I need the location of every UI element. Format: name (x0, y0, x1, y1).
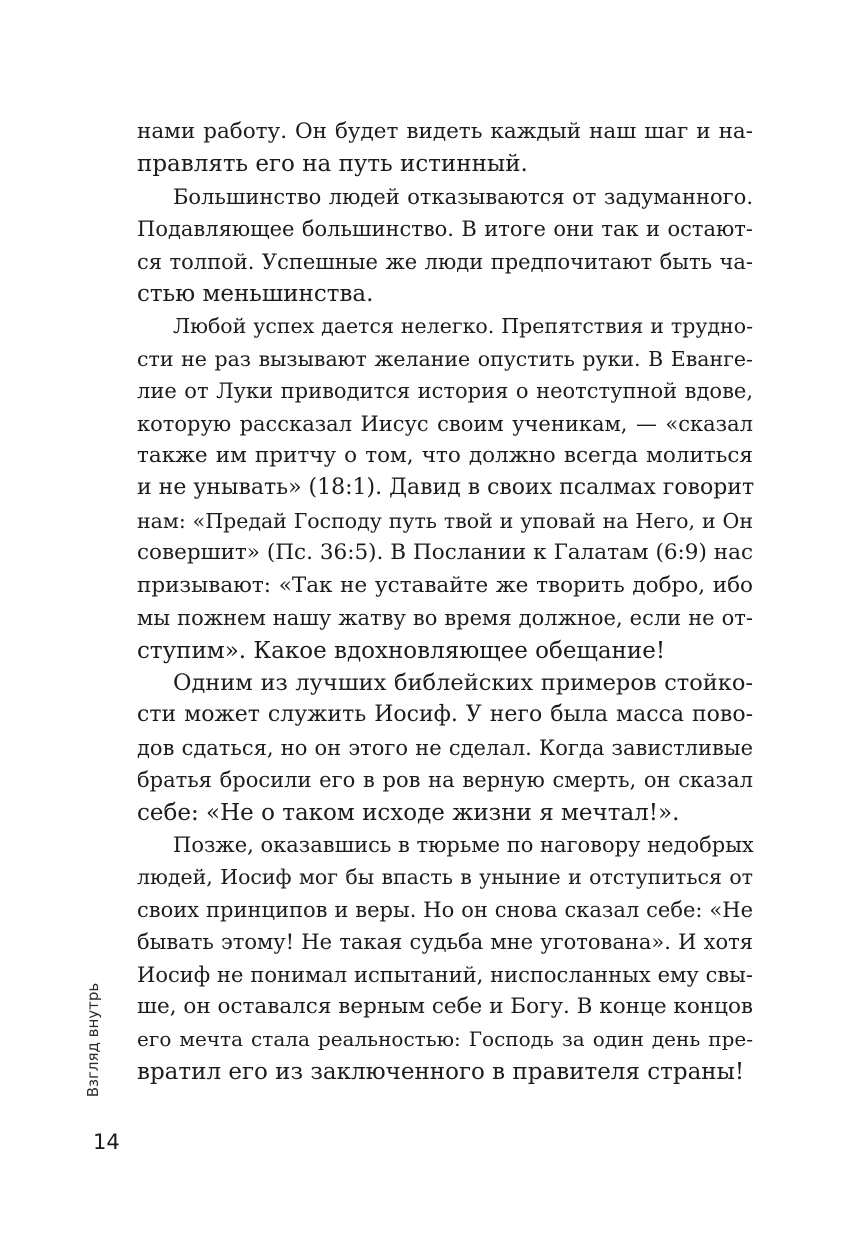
text-line: лие от Луки приводится история о неотступной вдове, (137, 379, 753, 404)
text-line: ступим». Какое вдохновляющее обещание! (137, 637, 666, 664)
text-line: правлять его на путь истинный. (137, 151, 528, 178)
text-line: людей, Иосиф мог бы впасть в уныние и отступиться от (137, 865, 753, 890)
paragraph-1 (137, 116, 753, 181)
text-line: бывать этому! Не такая судьба мне уготована». И хотя (137, 930, 753, 955)
paragraph-4 (137, 667, 753, 829)
text-line: Позже, оказавшись в тюрьме по наговору недобрых (173, 832, 754, 857)
text-line: братья бросили его в ров на верную смерть, он сказал (137, 768, 753, 793)
text-line: Иосиф не понимал испытаний, ниспосланных ему свы- (137, 962, 753, 987)
text-line: призывают: «Так не уставайте же творить добро, ибо (137, 572, 753, 598)
text-line: Любой успех дается нелегко. Препятствия и трудно- (173, 314, 753, 339)
paragraph-5 (137, 829, 753, 1088)
text-line: которую рассказал Иисус своим ученикам, — «сказал (137, 411, 753, 436)
text-line: его мечта стала реальностью: Господь за один день пре- (137, 1027, 753, 1052)
text-line: стью меньшинства. (137, 281, 374, 308)
text-line: нами работу. Он будет видеть каждый наш шаг и на- (137, 119, 753, 144)
text-line: своих принципов и веры. Но он снова сказал себе: «Не (137, 897, 753, 922)
text-line: сти не раз вызывают желание опустить руки. В Еванге- (137, 346, 753, 371)
text-line: Одним из лучших библейских примеров стойко- (173, 669, 753, 696)
text-line: и не унывать» (18:1). Давид в своих псалмах говорит (137, 475, 755, 501)
text-line: себе: «Не о таком исходе жизни я мечтал!». (137, 799, 680, 826)
text-line: нам: «Предай Господу путь твой и уповай на Него, и Он (137, 508, 753, 533)
text-line: вратил его из заключенного в правителя страны! (137, 1058, 745, 1085)
body-text (137, 116, 753, 1088)
text-line: дов сдаться, но он этого не сделал. Когда завистливые (137, 735, 753, 760)
text-line: сти может служить Иосиф. У него была масса пово- (137, 702, 753, 728)
text-line: Подавляющее большинство. В итоге они так и остают- (137, 217, 753, 242)
running-head: Взгляд внутрь (84, 982, 102, 1098)
text-line: ше, он оставался верным себе и Богу. В конце концов (137, 993, 753, 1019)
paragraph-2 (137, 181, 753, 311)
text-line: мы пожнем нашу жатву во время должное, если не от- (137, 606, 753, 631)
text-line: Большинство людей отказываются от задуманного. (173, 184, 753, 209)
paragraph-3 (137, 310, 753, 666)
page-number: 14 (93, 1130, 120, 1154)
text-line: также им притчу о том, что должно всегда молиться (137, 443, 753, 469)
text-line: совершит» (Пс. 36:5). В Послании к Галатам (6:9) нас (137, 540, 753, 566)
text-line: ся толпой. Успешные же люди предпочитают быть ча- (137, 249, 753, 274)
